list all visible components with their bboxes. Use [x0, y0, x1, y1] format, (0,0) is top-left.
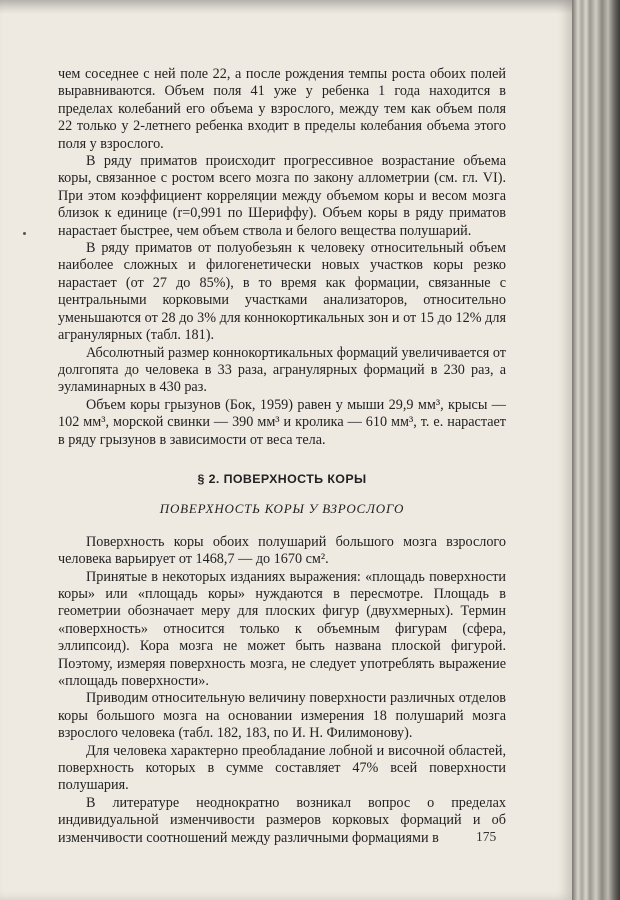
paragraph-frontal-temporal: Для человека характерно преобладание лобной и височной областей, поверхность которых в сумме составляет 47% всей поверхности полушария. [58, 742, 506, 794]
page-top-shadow [0, 0, 572, 14]
paragraph-variability: В литературе неоднократно возникал вопрос о пределах индивидуальной изменчивости размеров корковых формаций и об изменчивости соотношений между различными формациями в [58, 794, 506, 846]
page-text [58, 66, 506, 847]
subsection-title: ПОВЕРХНОСТЬ КОРЫ У ВЗРОСЛОГО [159, 501, 405, 517]
paragraph-relative-volume: В ряду приматов от полуобезьян к человеку относительный объем наиболее сложных и филогенетически новых участков коры резко нарастает (от 27 до 85%), в то время как формации, связанные с центральными корковыми участками анализаторов, относительно уменьшаются от 28 до 3% для коннокортикальных зон и от 15 до 12% для агранулярных (табл. 181). [58, 240, 506, 344]
section-title: § 2. ПОВЕРХНОСТЬ КОРЫ [197, 471, 367, 486]
paragraph-terminology: Принятые в некоторых изданиях выражения: «площадь поверхности коры» или «площадь коры» нуждаются в пересмотре. Площадь в геометрии обозначает меру для плоских фигур (двухмерных). Термин «поверхность» относится только к объемным фигурам (сфера, эллипсоид). Кора мозга не может быть названа плоской фигурой. Поэтому, измеряя поверхность мозга, не следует употреблять выражение «площадь поверхности». [58, 568, 506, 689]
paragraph-continued: чем соседнее с ней поле 22, а после рождения темпы роста обоих полей выравниваются. Объем поля 41 уже у ребенка 1 года находится в пределах колебаний его объема у взрослого, между тем как объем поля 22 только у 2-летнего ребенка входит в пределы колебания объема этого поля у взрослого. [58, 66, 506, 152]
book-page-edges [572, 0, 620, 900]
paragraph-rodents: Объем коры грызунов (Бок, 1959) равен у мыши 29,9 мм³, крысы — 102 мм³, морской свинки — 390 мм³ и кролика — 610 мм³, т. е. нарастает в ряду грызунов в зависимости от веса тела. [58, 396, 506, 448]
paragraph-absolute-size: Абсолютный размер коннокортикальных формаций увеличивается от долгопята до человека в 33 раза, агранулярных формаций в 230 раз, а эуламинарных в 430 раз. [58, 344, 506, 396]
margin-mark [23, 232, 26, 235]
paragraph-primates-cortex-volume: В ряду приматов происходит прогрессивное возрастание объема коры, связанное с ростом всего мозга по закону аллометрии (см. гл. VI). При этом коэффициент корреляции между объемом коры и весом мозга близок к единице (r=0,991 по Шериффу). Объем коры в ряду приматов нарастает быстрее, чем объем ствола и белого вещества полушарий. [58, 153, 506, 239]
paragraph-surface-range: Поверхность коры обоих полушарий большого мозга взрослого человека варьирует от 1468,7 — до 1670 см². [58, 533, 506, 568]
page-number: 175 [476, 829, 497, 844]
paragraph-relative-surface: Приводим относительную величину поверхности различных отделов коры большого мозга на основании измерения 18 полушарий мозга взрослого человека (табл. 182, 183, по И. Н. Филимонову). [58, 690, 506, 742]
